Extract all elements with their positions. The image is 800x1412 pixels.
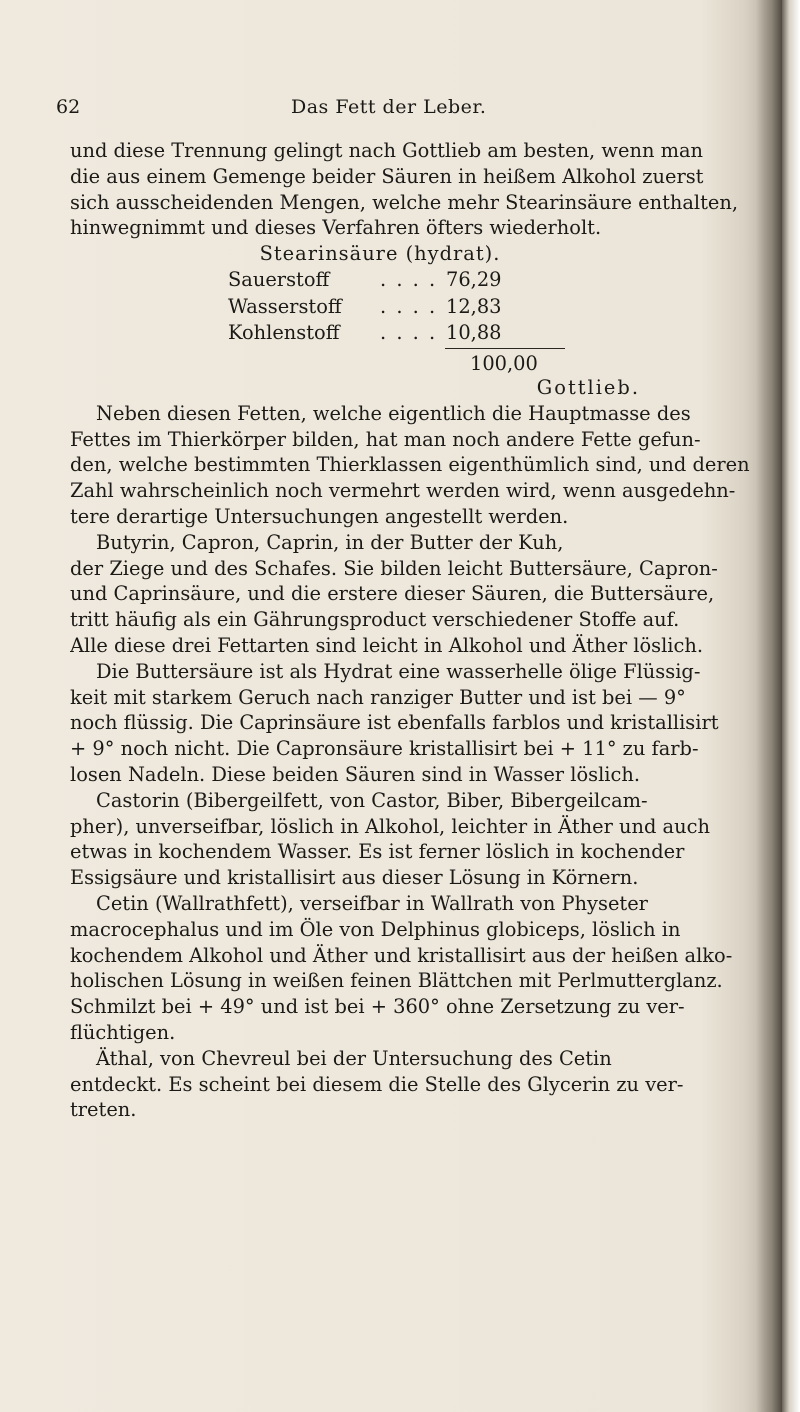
text-line: Zahl wahrscheinlich noch vermehrt werden wird, wenn ausgedehn- <box>70 479 736 503</box>
text-line: Cetin (Wallrathfett), verseifbar in Wallrath von Physeter <box>96 891 648 915</box>
text-line: Essigsäure und kristallisirt aus dieser Lösung in Körnern. <box>70 866 639 890</box>
leader-dots: . . . . <box>380 294 438 318</box>
text-line: den, welche bestimmten Thierklassen eigenthümlich sind, und deren <box>70 453 750 477</box>
text-line: entdeckt. Es scheint bei diesem die Stelle des Glycerin zu ver- <box>70 1072 684 1096</box>
text-line: Fettes im Thierkörper bilden, hat man noch andere Fette gefun- <box>70 427 701 451</box>
text-line: Castorin (Bibergeilfett, von Castor, Biber, Bibergeilcam- <box>96 788 648 812</box>
element-name: Wasserstoff <box>228 294 342 318</box>
sum-rule <box>445 348 565 349</box>
text-line: Alle diese drei Fettarten sind leicht in Alkohol und Äther löslich. <box>70 633 704 657</box>
text-line: Butyrin, Capron, Caprin, in der Butter der Kuh, <box>96 530 564 554</box>
text-line: macrocephalus und im Öle von Delphinus globiceps, löslich in <box>70 917 681 941</box>
text-line: und Caprinsäure, und die erstere dieser Säuren, die Buttersäure, <box>70 582 715 606</box>
page-binding-edge <box>782 0 800 1412</box>
text-line: etwas in kochendem Wasser. Es ist ferner löslich in kochender <box>70 840 685 864</box>
text-line: tritt häufig als ein Gährungsproduct verschiedener Stoffe auf. <box>70 608 680 632</box>
text-line: Äthal, von Chevreul bei der Untersuchung des Cetin <box>96 1046 612 1070</box>
page-gutter-shadow <box>756 0 782 1412</box>
text-line: noch flüssig. Die Caprinsäure ist ebenfalls farblos und kristallisirt <box>70 711 719 735</box>
analysis-heading: Stearinsäure (hydrat). <box>259 242 501 266</box>
text-line: Neben diesen Fetten, welche eigentlich die Hauptmasse des <box>96 401 691 425</box>
text-line: + 9° noch nicht. Die Capronsäure kristallisirt bei + 11° zu farb- <box>70 737 699 761</box>
table-total: 100,00 <box>470 351 538 375</box>
text-line: und diese Trennung gelingt nach Gottlieb am besten, wenn man <box>70 139 704 162</box>
text-line: sich ausscheidenden Mengen, welche mehr Stearinsäure enthalten, <box>70 190 739 214</box>
table-row <box>228 267 528 294</box>
table-row <box>228 320 528 347</box>
text-line: tere derartige Untersuchungen angestellt werden. <box>70 504 569 528</box>
text-line: treten. <box>70 1098 137 1122</box>
body-paragraphs <box>70 401 750 1123</box>
text-line: flüchtigen. <box>70 1020 176 1044</box>
analysis-author: Gottlieb. <box>536 375 640 399</box>
composition-table <box>228 267 528 347</box>
text-line: kochendem Alkohol und Äther und kristallisirt aus der heißen alko- <box>70 943 733 967</box>
element-value: 10,88 <box>446 321 502 345</box>
page-header <box>56 92 740 126</box>
text-line: keit mit starkem Geruch nach ranziger Butter und ist bei — 9° <box>70 685 686 709</box>
page-number: 62 <box>56 96 81 118</box>
text-line: losen Nadeln. Diese beiden Säuren sind in Wasser löslich. <box>70 762 640 786</box>
text-line: die aus einem Gemenge beider Säuren in heißem Alkohol zuerst <box>70 164 704 188</box>
page-body <box>70 138 750 1123</box>
running-title: Das Fett der Leber. <box>291 96 487 118</box>
text-line: holischen Lösung in weißen feinen Blättchen mit Perlmutterglanz. <box>70 969 723 993</box>
element-value: 76,29 <box>446 267 502 291</box>
text-line: hinwegnimmt und dieses Verfahren öfters wiederholt. <box>70 216 602 240</box>
text-line: pher), unverseifbar, löslich in Alkohol, leichter in Äther und auch <box>70 814 710 838</box>
table-total-row <box>70 347 750 375</box>
text-line: der Ziege und des Schafes. Sie bilden leicht Buttersäure, Capron- <box>70 556 718 580</box>
table-row <box>228 294 528 321</box>
element-name: Kohlenstoff <box>228 321 340 345</box>
leader-dots: . . . . <box>380 321 438 345</box>
text-line: Die Buttersäure ist als Hydrat eine wasserhelle ölige Flüssig- <box>96 659 701 683</box>
text-line: Schmilzt bei + 49° und ist bei + 360° ohne Zersetzung zu ver- <box>70 995 685 1019</box>
element-name: Sauerstoff <box>228 267 330 291</box>
leader-dots: . . . . <box>380 267 438 291</box>
element-value: 12,83 <box>446 294 502 318</box>
